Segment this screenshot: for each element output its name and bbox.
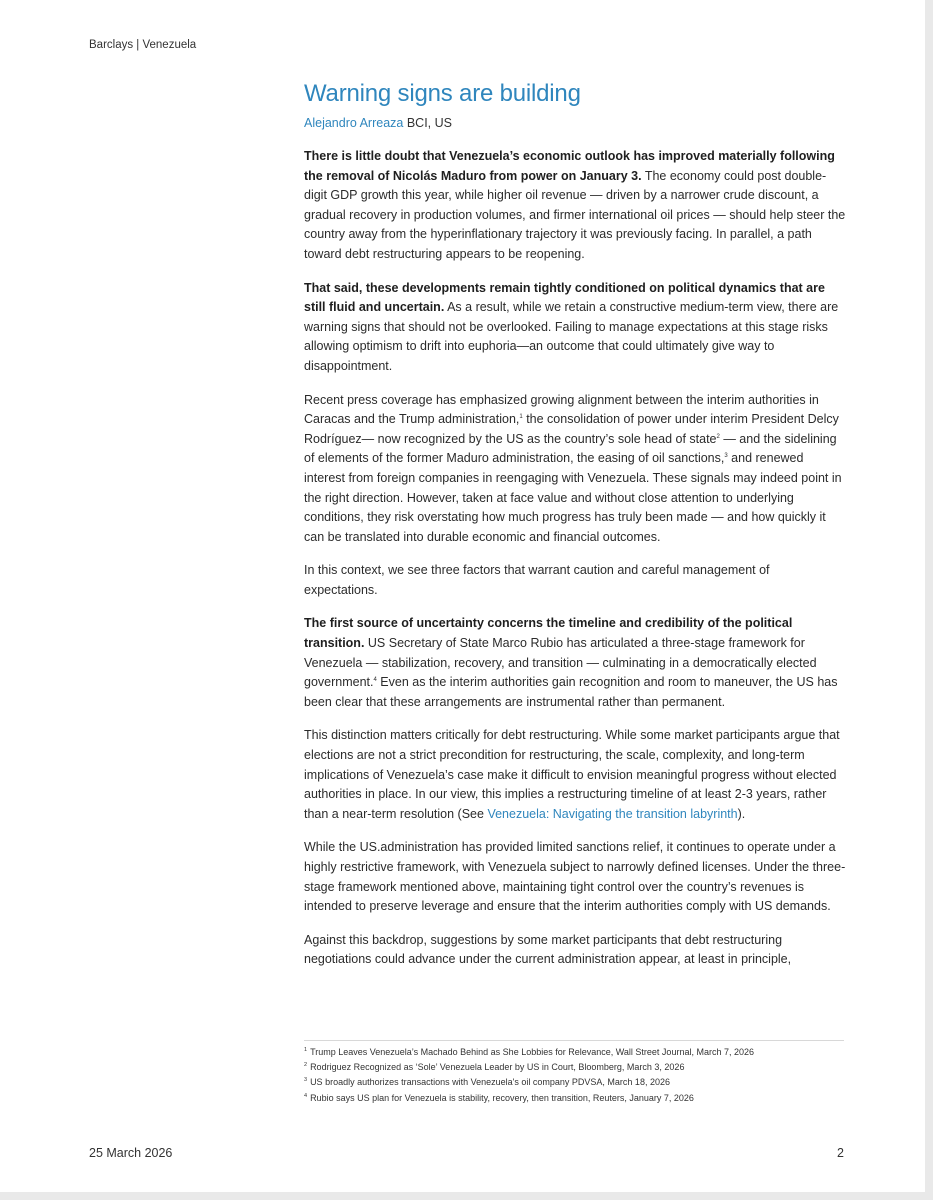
paragraph-2-text: As a result, while we retain a constructive medium-term view, there are warning signs that should not be overlooked. Failing to manage expectations at this stage risks allowing optimism to drift into euphoria—an outcome that could ultimately give way to disappointment. (304, 300, 839, 373)
footnote-item (304, 1091, 844, 1106)
paragraph-7: While the US.administration has provided limited sanctions relief, it continues to operate under a highly restrictive framework, with Venezuela subject to narrowly defined licenses. Under the three-stage framework mentioned above, maintaining tight control over the country’s revenues is intended to preserve leverage and ensure that the interim authorities comply with US demands. (304, 840, 846, 914)
paragraph-4: In this context, we see three factors that warrant caution and careful management of expectations. (304, 563, 770, 597)
footnote-text: Rubio says US plan for Venezuela is stability, recovery, then transition, Reuters, January 7, 2026 (310, 1092, 694, 1103)
article-title: Warning signs are building (304, 80, 581, 107)
footer-date: 25 March 2026 (89, 1146, 173, 1160)
footnote-number: 4 (304, 1092, 308, 1099)
transition-report-link[interactable]: Venezuela: Navigating the transition labyrinth (487, 806, 738, 821)
footnote-item (304, 1075, 844, 1090)
footnote-number: 2 (304, 1062, 308, 1069)
paragraph-5 (304, 614, 846, 712)
paragraph-2 (304, 279, 846, 377)
paragraph-5-lead: The first source of uncertainty concerns the timeline and credibility of the political transition. (304, 616, 793, 651)
footnote-item (304, 1045, 844, 1060)
paragraph-1-lead: There is little doubt that Venezuela’s economic outlook has improved materially following the removal of Nicolás Maduro from power on January 3. (304, 149, 835, 183)
footnote-ref-4[interactable]: 4 (373, 677, 377, 684)
paragraph-3-text-a: Recent press coverage has emphasized growing alignment between the interim authorities in Caracas and the Trump administration, (304, 392, 819, 427)
footnote-ref-3[interactable]: 3 (724, 453, 728, 460)
paragraph-1 (304, 147, 846, 265)
paragraph-6-text: This distinction matters critically for debt restructuring. While some market participants argue that elections are not a strict precondition for restructuring, the scale, complexity, and long-term implications of Venezuela’s case make it difficult to envision meaningful progress without elected authorities in place. In our view, this implies a restructuring timeline of at least 2-3 years, rather than a near-term resolution (See (304, 728, 840, 821)
footnote-item (304, 1060, 844, 1075)
footnote-number: 3 (304, 1077, 308, 1084)
footnote-text: Rodriguez Recognized as ‘Sole’ Venezuela Leader by US in Court, Bloomberg, March 3, 2026 (310, 1062, 685, 1073)
article-body (304, 80, 846, 970)
paragraph-6-end: ). (737, 806, 746, 821)
footnote-ref-1[interactable]: 1 (519, 413, 523, 420)
paragraph-3 (304, 391, 846, 548)
page-number: 2 (837, 1146, 844, 1160)
byline (304, 116, 846, 130)
footnote-text: US broadly authorizes transactions with Venezuela's oil company PDVSA, March 18, 2026 (310, 1077, 670, 1088)
author-name[interactable]: Alejandro Arreaza (304, 116, 404, 130)
footnote-text: Trump Leaves Venezuela’s Machado Behind as She Lobbies for Relevance, Wall Street Journal, March 7, 2026 (310, 1047, 754, 1057)
paragraph-5-text-b: Even as the interim authorities gain recognition and room to maneuver, the US has been clear that these arrangements are instrumental rather than permanent. (304, 675, 838, 709)
paragraph-5-text-a: US Secretary of State Marco Rubio has articulated a three-stage framework for Venezuela — stabilization, recovery, and transition — culminating in a democratically elected government. (304, 636, 817, 690)
footnotes (304, 1040, 844, 1106)
paragraph-1-text: The economy could post double-digit GDP growth this year, while higher oil revenue — driven by a narrower crude discount, a gradual recovery in production volumes, and firmer international oil prices — should help steer the country away from the hyperinflationary trajectory it was previously facing. In parallel, a path toward debt restructuring appears to be reopening. (304, 168, 846, 261)
paragraph-3-text-b: the consolidation of power under interim President Delcy Rodríguez— now recognized by the US as the country’s sole head of state (304, 412, 839, 446)
author-affiliation: BCI, US (403, 116, 452, 130)
paragraph-3-text-c: — and the sidelining of elements of the former Maduro administration, the easing of oil sanctions, (304, 431, 837, 466)
paragraph-2-lead: That said, these developments remain tightly conditioned on political dynamics that are still fluid and uncertain. (304, 280, 825, 315)
footnote-number: 1 (304, 1047, 308, 1053)
footnote-ref-2[interactable]: 2 (716, 433, 720, 440)
paragraph-3-text-d: and renewed interest from foreign companies in reengaging with Venezuela. These signals may indeed point in the right direction. However, taken at face value and without close attention to underlying conditions, they risk overstating how much progress has truly been made — and how quickly it can be translated into durable economic and financial outcomes. (304, 451, 842, 544)
report-header: Barclays | Venezuela (89, 39, 197, 51)
paragraph-6 (304, 726, 846, 824)
paragraph-8: Against this backdrop, suggestions by some market participants that debt restructuring negotiations could advance under the current administration appear, at least in principle, (304, 932, 792, 967)
